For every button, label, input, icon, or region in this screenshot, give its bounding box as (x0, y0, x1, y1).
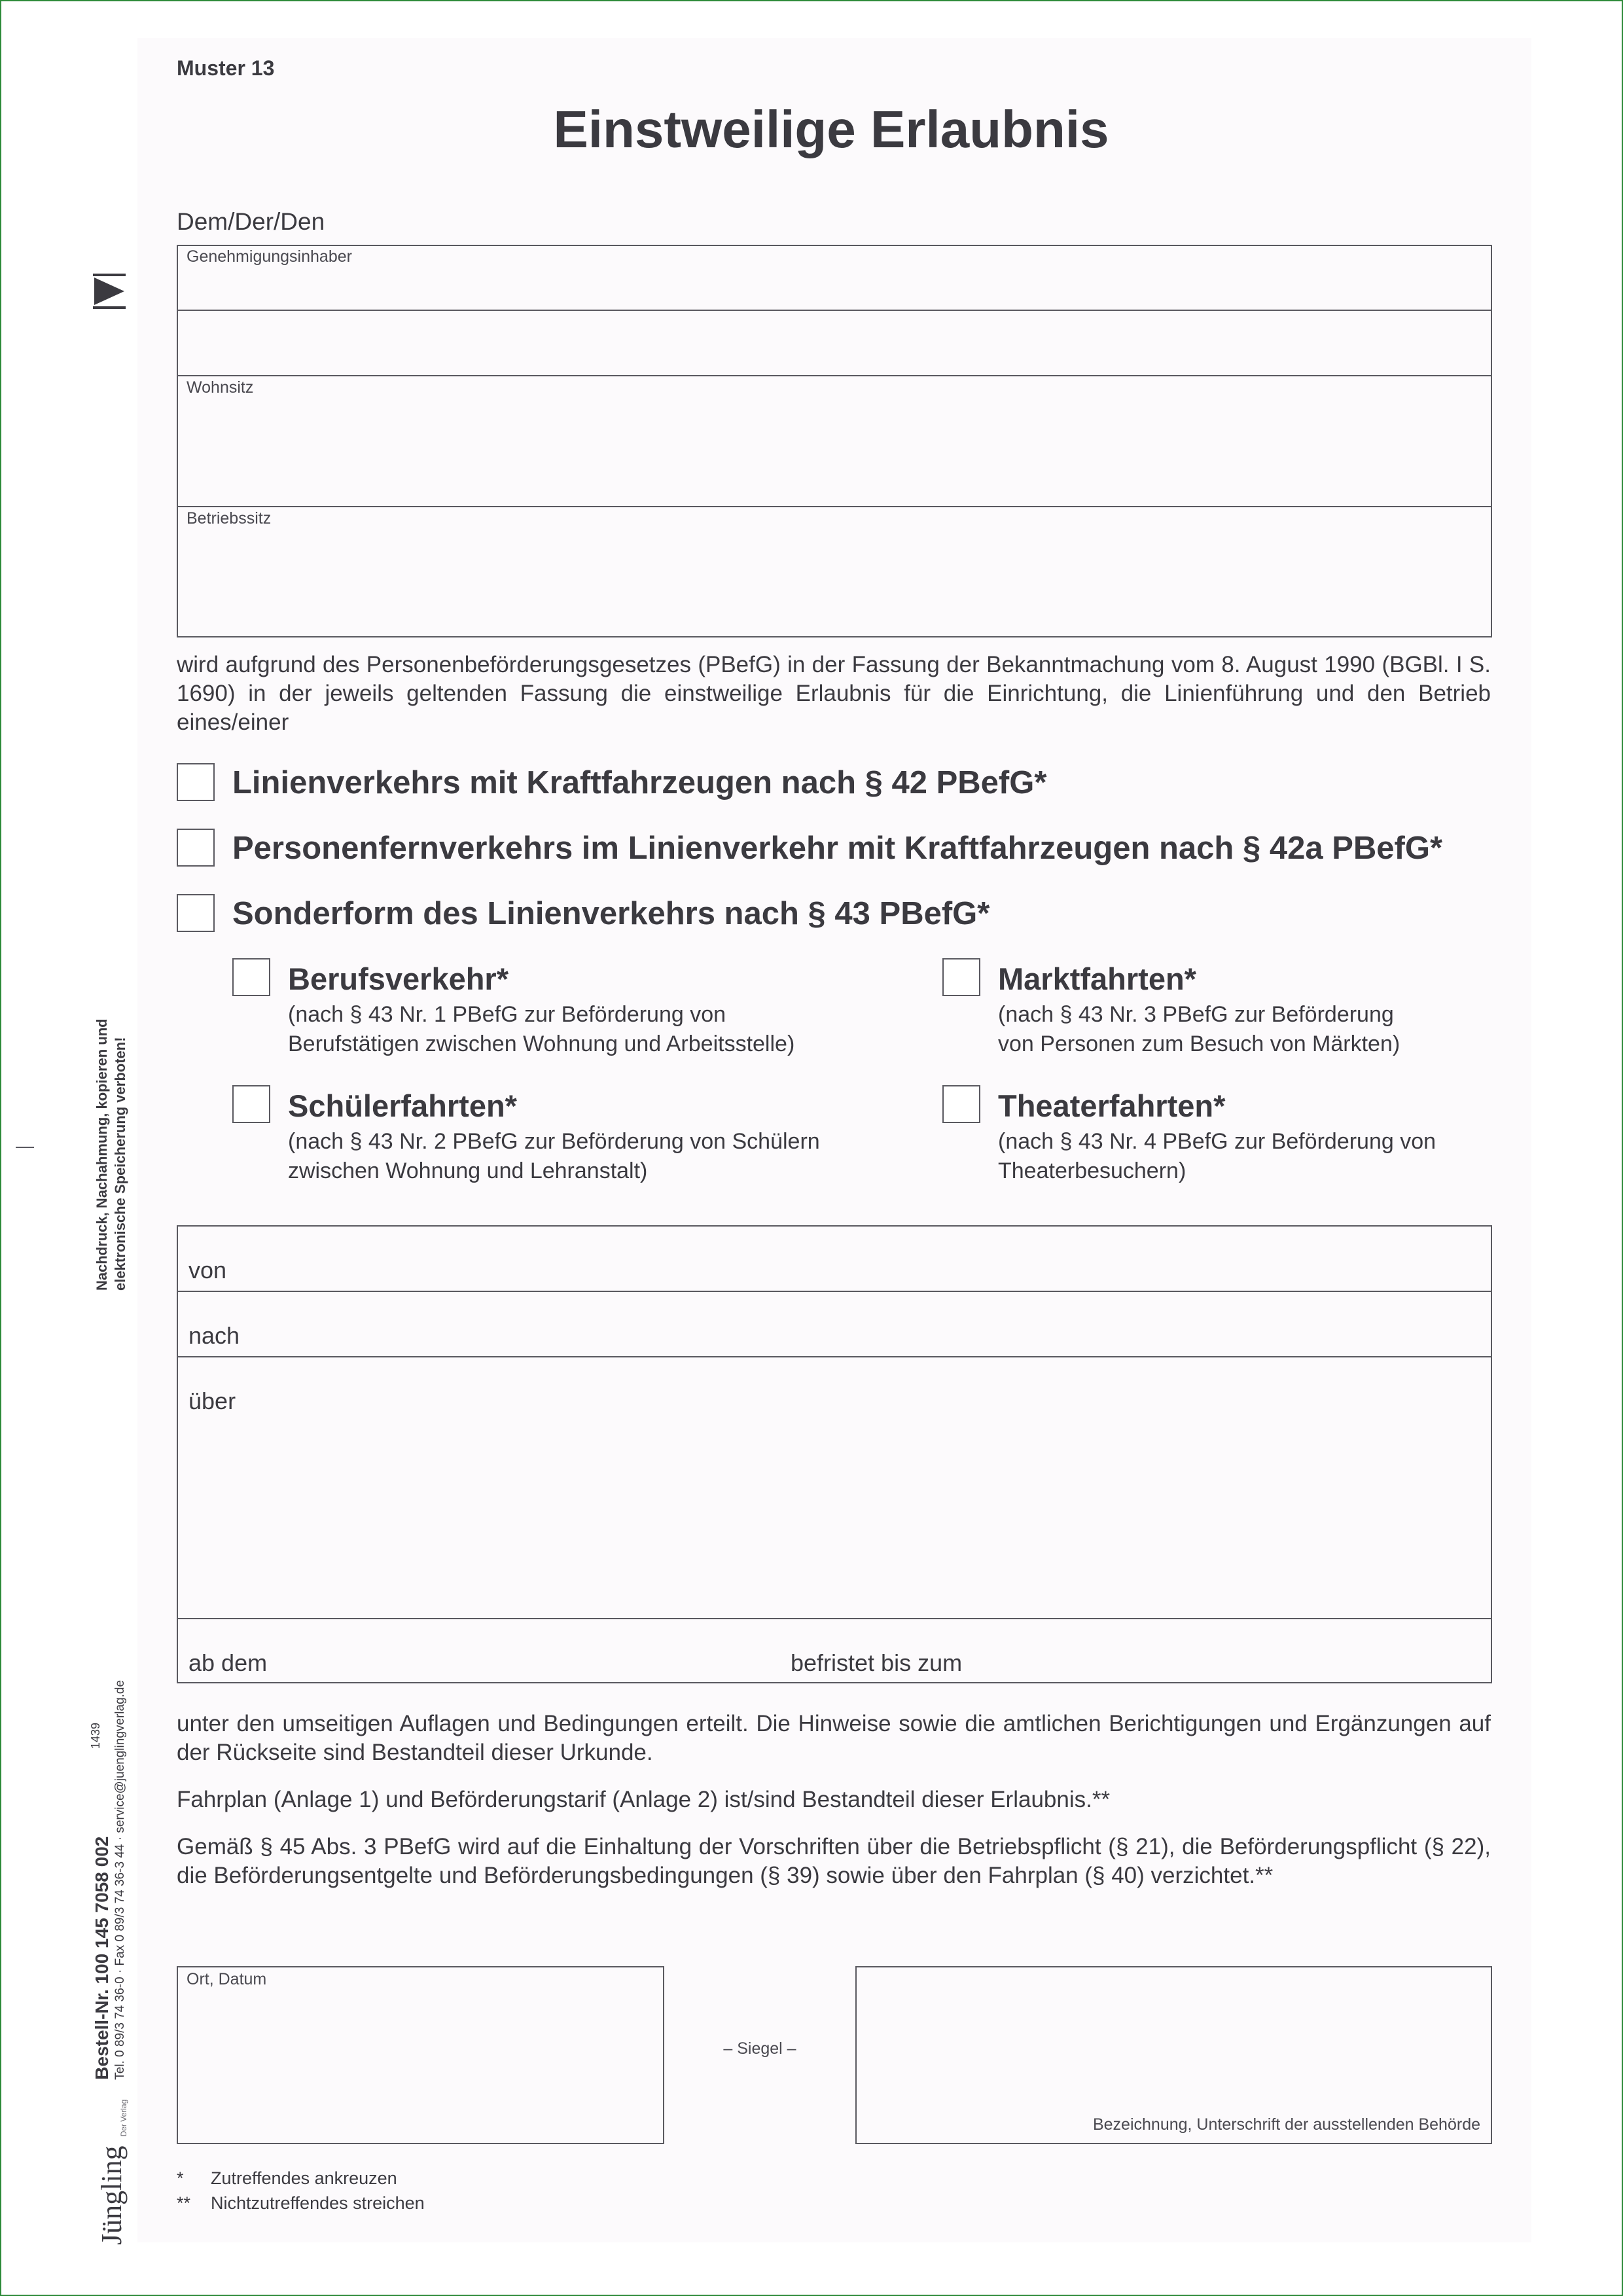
suboption-checkbox-marktfahrten[interactable] (942, 958, 980, 996)
publisher-imprint (92, 1680, 128, 2245)
order-number: Bestell-Nr. 100 145 7058 002 (92, 1836, 112, 2080)
timetable-text: Fahrplan (Anlage 1) und Beförderungstarif (Anlage 2) ist/sind Bestandteil dieser Erlaubnis.** (177, 1787, 1111, 1812)
suboption-title-theaterfahrten: Theaterfahrten* (998, 1088, 1226, 1123)
page-title: Einstweilige Erlaubnis (553, 100, 1109, 158)
form-code: 1439 (89, 1722, 102, 1749)
option-label-42: Linienverkehrs mit Kraftfahrzeugen nach § 42 PBefG* (232, 765, 1047, 800)
suboption-checkbox-theaterfahrten[interactable] (942, 1085, 980, 1123)
intro-text: wird aufgrund des Personenbeförderungsgesetzes (PBefG) in der Fassung der Bekanntmachung vom 8. August 1990 (BGBl. I S. 1690) in der jeweils geltenden Fassung die einstweilige Erlaubnis für die Einrichtung, die Linienführung und den Betrieb eines/einer (177, 652, 1491, 735)
route-divider-3 (177, 1618, 1492, 1619)
suboption-desc-schuelerfahrten: (nach § 43 Nr. 2 PBefG zur Beförderung von Schülern zwischen Wohnung und Lehranstalt) (288, 1129, 820, 1183)
suboption-desc-marktfahrten: (nach § 43 Nr. 3 PBefG zur Beförderung von Personen zum Besuch von Märkten) (998, 1002, 1400, 1056)
business-label: Betriebssitz (187, 509, 272, 528)
option-label-42a: Personenfernverkehrs im Linienverkehr mit Kraftfahrzeugen nach § 42a PBefG* (232, 831, 1443, 866)
publisher-logo: Jüngling (96, 2145, 128, 2245)
valid-from-label: ab dem (188, 1649, 268, 1676)
suboption-title-schuelerfahrten: Schülerfahrten* (288, 1088, 517, 1123)
place-date-label: Ort, Datum (187, 1970, 267, 1988)
option-checkbox-42[interactable] (177, 763, 215, 801)
footnote-1: * Zutreffendes ankreuzen (177, 2168, 397, 2188)
route-from-field[interactable] (262, 1244, 1486, 1287)
route-to-field[interactable] (262, 1309, 1486, 1352)
route-via-field[interactable] (262, 1374, 1486, 1610)
suboption-desc-theaterfahrten: (nach § 43 Nr. 4 PBefG zur Beförderung von Theaterbesuchern) (998, 1129, 1436, 1183)
business-field[interactable] (178, 530, 1491, 635)
suboption-checkbox-berufsverkehr[interactable] (232, 958, 270, 996)
option-checkbox-42a[interactable] (177, 829, 215, 867)
residence-label: Wohnsitz (187, 378, 254, 397)
valid-until-field[interactable] (982, 1636, 1486, 1679)
option-checkbox-43[interactable] (177, 894, 215, 932)
waiver-text: Gemäß § 45 Abs. 3 PBefG wird auf die Einhaltung der Vorschriften über die Betriebspflicht (§ 21), die Beförderungspflicht (§ 22), die Beförderungsentgelte und Beförderungsbedingungen (§ 39) sowie über den Fahrplan (§ 40) verzichtet.** (177, 1834, 1491, 1888)
authority-label: Bezeichnung, Unterschrift der ausstellenden Behörde (1092, 2115, 1480, 2134)
suboption-title-marktfahrten: Marktfahrten* (998, 961, 1196, 996)
valid-until-label: befristet bis zum (791, 1649, 963, 1676)
route-via-label: über (188, 1388, 236, 1414)
route-to-label: nach (188, 1322, 240, 1349)
holder-name-field[interactable] (178, 312, 1491, 374)
publisher-sub: Der Verlag (119, 2099, 128, 2137)
route-divider-1 (177, 1291, 1492, 1292)
route-divider-2 (177, 1356, 1492, 1357)
copyright-note: Nachdruck, Nachahmung, kopieren und elektronische Speicherung verboten! (94, 1018, 128, 1291)
form-number: Muster 13 (177, 56, 275, 80)
holder-label: Genehmigungsinhaber (187, 247, 352, 266)
residence-field[interactable] (178, 399, 1491, 504)
seal-label: – Siegel – (723, 2039, 796, 2058)
suboption-title-berufsverkehr: Berufsverkehr* (288, 961, 509, 996)
suboption-checkbox-schuelerfahrten[interactable] (232, 1085, 270, 1123)
holder-divider-2 (177, 375, 1492, 376)
addressee-label: Dem/Der/Den (177, 208, 325, 235)
valid-from-field[interactable] (281, 1636, 772, 1679)
triangle-marker-icon (92, 274, 127, 312)
footnote-2: ** Nichtzutreffendes streichen (177, 2193, 425, 2213)
publisher-contact: Tel. 0 89/3 74 36-0 · Fax 0 89/3 74 36-3 44 · service@juenglingverlag.de (113, 1679, 127, 2080)
holder-divider-1 (177, 310, 1492, 311)
holder-divider-3 (177, 506, 1492, 507)
option-label-43: Sonderform des Linienverkehrs nach § 43 PBefG* (232, 896, 990, 931)
suboption-desc-berufsverkehr: (nach § 43 Nr. 1 PBefG zur Beförderung von Berufstätigen zwischen Wohnung und Arbeitsstelle) (288, 1002, 795, 1056)
route-from-label: von (188, 1257, 227, 1283)
conditions-text: unter den umseitigen Auflagen und Bedingungen erteilt. Die Hinweise sowie die amtlichen Berichtigungen und Ergänzungen auf der Rückseite sind Bestandteil dieser Urkunde. (177, 1711, 1491, 1765)
place-date-box[interactable] (177, 1966, 664, 2144)
fold-mark (16, 1147, 34, 1148)
